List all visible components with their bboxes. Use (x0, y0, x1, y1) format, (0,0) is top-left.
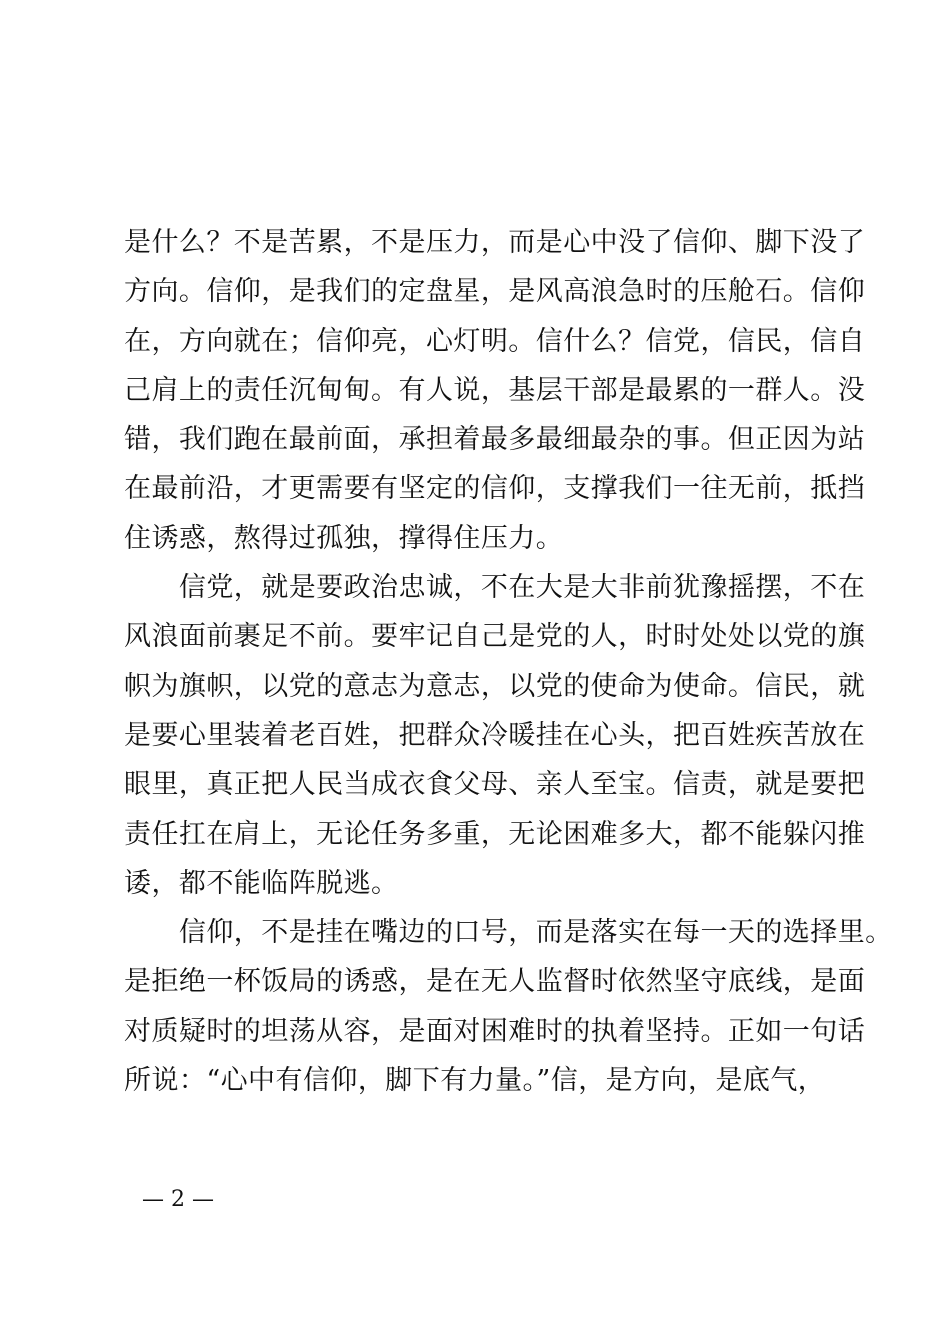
text-line: 住诱惑，熬得过孤独，撑得住压力。 (124, 522, 564, 554)
text-line: 己肩上的责任沉甸甸。有人说，基层干部是最累的一群人。没 (124, 374, 866, 406)
text-line: 信党，就是要政治忠诚，不在大是大非前犹豫摇摆，不在 (124, 572, 866, 604)
text-line: 是什么？不是苦累，不是压力，而是心中没了信仰、脚下没了 (124, 227, 866, 258)
text-line: 是拒绝一杯饭局的诱惑，是在无人监督时依然坚守底线，是面 (124, 966, 866, 998)
text-line: 对质疑时的坦荡从容，是面对困难时的执着坚持。正如一句话 (124, 1015, 866, 1047)
text-line: 是要心里装着老百姓，把群众冷暖挂在心头，把百姓疾苦放在 (124, 719, 866, 751)
text-line: 方向。信仰，是我们的定盘星，是风高浪急时的压舱石。信仰 (124, 276, 866, 308)
text-line: 在，方向就在；信仰亮，心灯明。信什么？信党，信民，信自 (124, 325, 866, 357)
text-line: 在最前沿，才更需要有坚定的信仰，支撑我们一往无前，抵挡 (124, 473, 866, 505)
text-line: 诿，都不能临阵脱逃。 (124, 867, 399, 899)
page-number: — 2 — (142, 1187, 214, 1212)
paragraph-2 (124, 563, 866, 908)
paragraph-1 (124, 218, 866, 563)
text-line: 眼里，真正把人民当成衣食父母、亲人至宝。信责，就是要把 (124, 769, 866, 801)
paragraph-3 (124, 908, 893, 1105)
text-line: 所说：“心中有信仰，脚下有力量。”信，是方向，是底气， (124, 1065, 826, 1097)
text-line: 信仰，不是挂在嘴边的口号，而是落实在每一天的选择里。 (124, 917, 893, 949)
text-line: 责任扛在肩上，无论任务多重，无论困难多大，都不能躲闪推 (124, 818, 866, 850)
text-line: 帜为旗帜，以党的意志为意志，以党的使命为使命。信民，就 (124, 670, 866, 702)
body-text (124, 218, 893, 1105)
text-line: 错，我们跑在最前面，承担着最多最细最杂的事。但正因为站 (124, 424, 866, 456)
text-line: 风浪面前裹足不前。要牢记自己是党的人，时时处处以党的旗 (124, 621, 866, 653)
